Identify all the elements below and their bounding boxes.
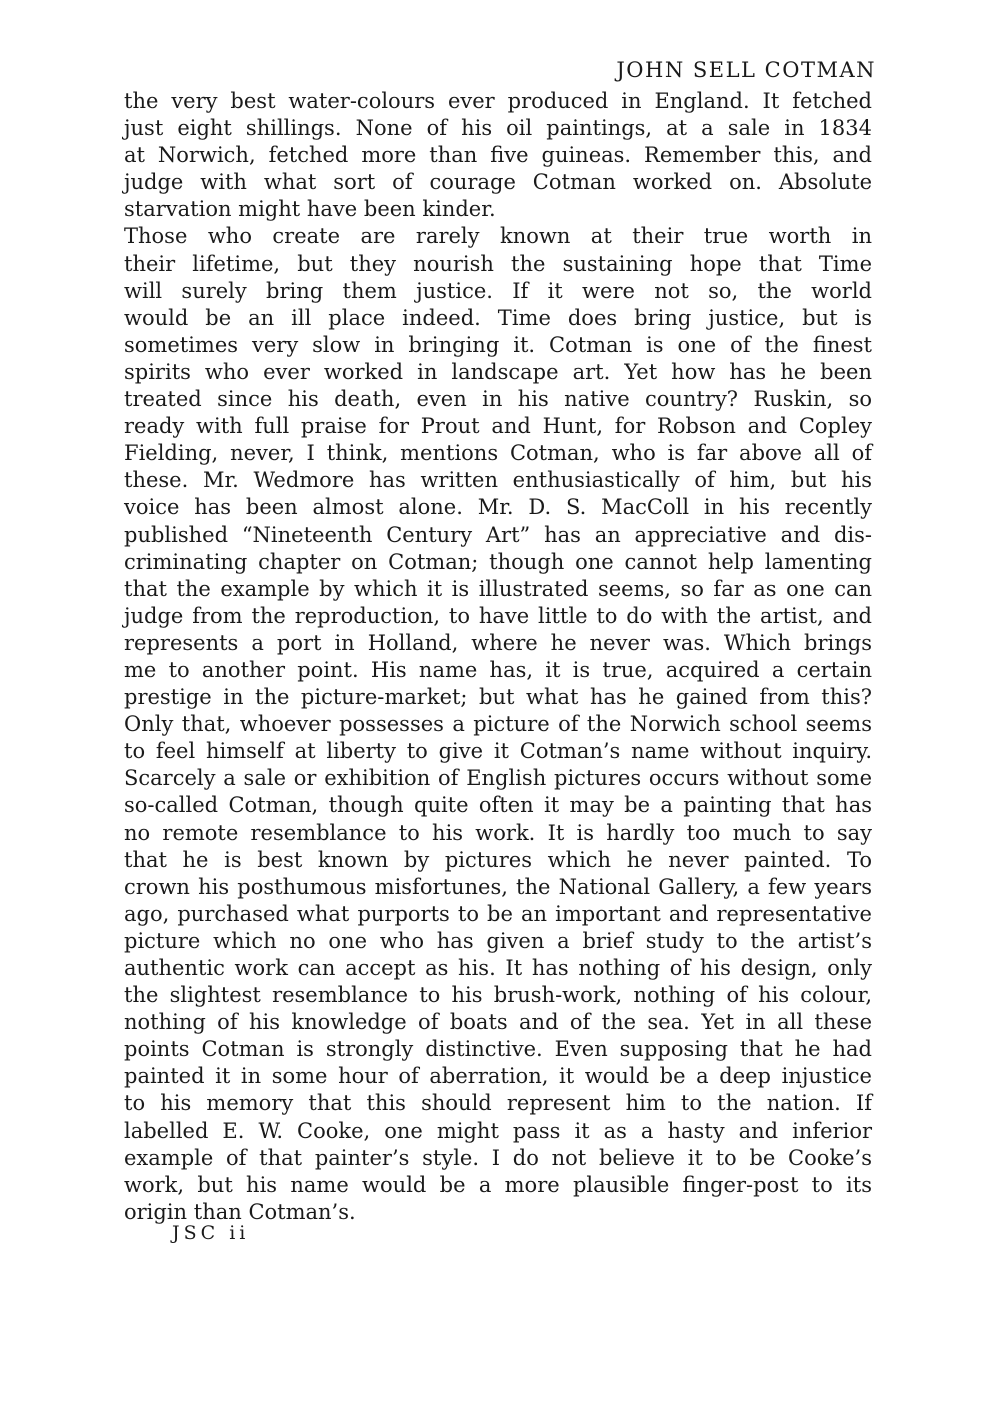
text-line: prestige in the picture-market; but what has he gained from this? (124, 685, 872, 710)
text-line: nothing of his knowledge of boats and of the sea. Yet in all these (124, 1010, 872, 1035)
text-line: that the example by which it is illustrated seems, so far as one can (124, 576, 872, 601)
text-line: voice has been almost alone. Mr. D. S. MacColl in his recently (124, 495, 872, 520)
text-line: origin than Cotman’s. (124, 1199, 356, 1224)
text-line: Those who create are rarely known at their true worth in (124, 224, 872, 249)
text-line: painted it in some hour of aberration, it would be a deep injustice (124, 1064, 872, 1089)
text-line: picture which no one who has given a brief study to the artist’s (124, 928, 872, 953)
text-line: published “Nineteenth Century Art” has an appreciative and dis- (124, 522, 872, 547)
text-line: so-called Cotman, though quite often it may be a painting that has (124, 793, 872, 818)
text-line: authentic work can accept as his. It has nothing of his design, only (124, 956, 872, 980)
text-line: spirits who ever worked in landscape art. Yet how has he been (124, 359, 872, 384)
text-line: Fielding, never, I think, mentions Cotman, who is far above all of (124, 441, 872, 466)
text-line: no remote resemblance to his work. It is hardly too much to say (124, 820, 872, 845)
text-line: would be an ill place indeed. Time does bring justice, but is (124, 305, 872, 330)
text-line: criminating chapter on Cotman; though one cannot help lamenting (124, 549, 872, 574)
text-line: work, but his name would be a more plausible finger-post to its (124, 1172, 872, 1197)
body-text (124, 88, 872, 1226)
text-line: will surely bring them justice. If it were not so, the world (124, 278, 872, 303)
text-line: ago, purchased what purports to be an important and representative (124, 901, 872, 926)
text-line: crown his posthumous misfortunes, the National Gallery, a few years (124, 874, 872, 899)
text-line: that he is best known by pictures which he never painted. To (124, 847, 872, 872)
text-line: treated since his death, even in his native country? Ruskin, so (124, 387, 872, 412)
text-line: starvation might have been kinder. (124, 197, 496, 222)
text-line: to his memory that this should represent him to the nation. If (124, 1091, 872, 1116)
text-line: just eight shillings. None of his oil paintings, at a sale in 1834 (124, 116, 872, 141)
signature-mark: JSC ii (172, 1222, 250, 1244)
text-line: labelled E. W. Cooke, one might pass it as a hasty and inferior (124, 1118, 872, 1143)
text-line: Scarcely a sale or exhibition of English pictures occurs without some (124, 766, 872, 791)
text-line: these. Mr. Wedmore has written enthusiastically of him, but his (124, 468, 872, 493)
text-line: judge with what sort of courage Cotman worked on. Absolute (124, 170, 872, 195)
text-line: at Norwich, fetched more than five guineas. Remember this, and (124, 143, 872, 168)
text-line: example of that painter’s style. I do not believe it to be Cooke’s (124, 1145, 872, 1170)
text-line: the very best water-colours ever produced in England. It fetched (124, 89, 872, 113)
text-line: Only that, whoever possesses a picture of the Norwich school seems (124, 712, 872, 737)
text-line: sometimes very slow in bringing it. Cotman is one of the finest (124, 332, 872, 357)
text-line: me to another point. His name has, it is true, acquired a certain (124, 657, 872, 682)
text-line: judge from the reproduction, to have little to do with the artist, and (124, 603, 872, 628)
text-line: ready with full praise for Prout and Hunt, for Robson and Copley (124, 414, 872, 439)
paragraph (124, 223, 872, 1225)
text-line: their lifetime, but they nourish the sustaining hope that Time (124, 251, 872, 276)
running-head: JOHN SELL COTMAN (616, 58, 876, 82)
text-line: the slightest resemblance to his brush-work, nothing of his colour, (124, 983, 872, 1008)
paragraph (124, 88, 872, 223)
text-line: to feel himself at liberty to give it Cotman’s name without inquiry. (124, 739, 872, 764)
text-line: points Cotman is strongly distinctive. Even supposing that he had (124, 1037, 872, 1062)
text-line: represents a port in Holland, where he never was. Which brings (124, 630, 872, 655)
